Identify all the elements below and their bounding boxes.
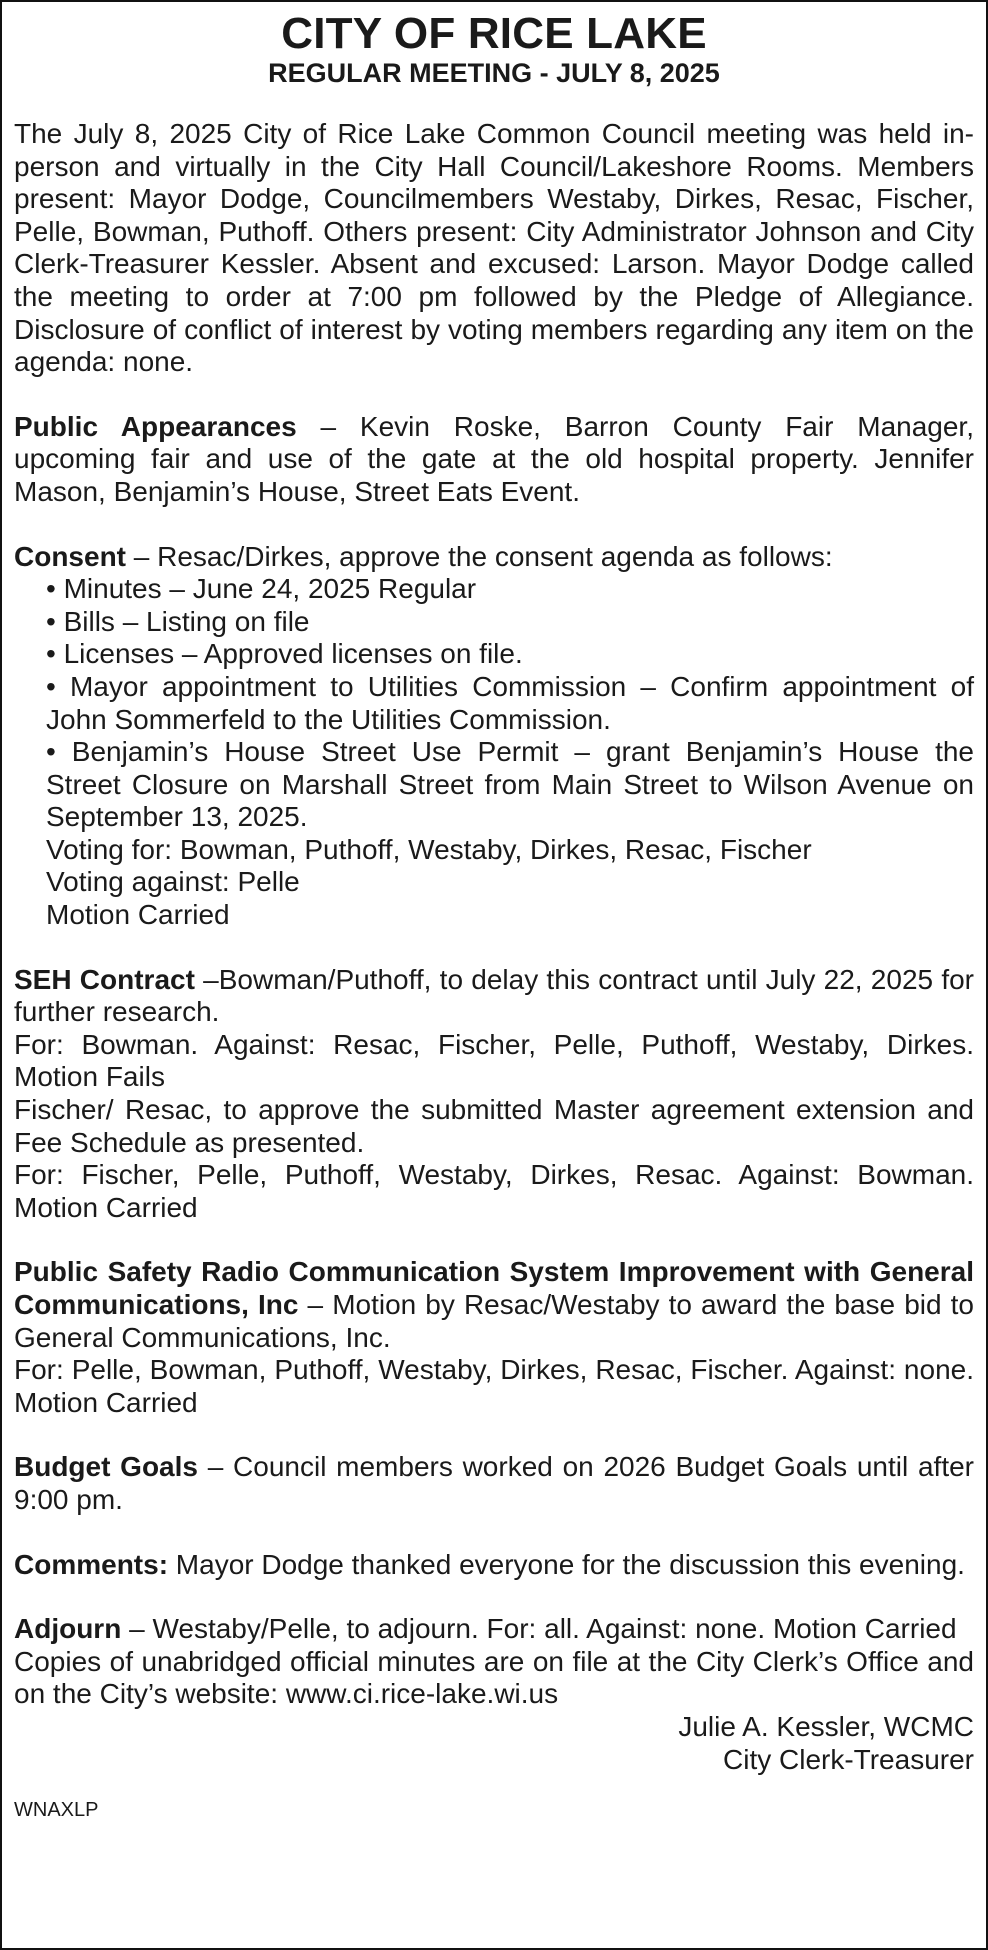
list-item: • Bills – Listing on file — [46, 605, 310, 637]
adjourn-section — [14, 1613, 974, 1646]
signature-name: Julie A. Kessler, WCMC — [678, 1710, 974, 1742]
signature-title: City Clerk-Treasurer — [723, 1743, 974, 1775]
section-heading: Public Safety Radio Communication System Improvement with General Communications, Inc — [14, 1256, 974, 1320]
section-text: Mayor Dodge thanked everyone for the discussion this evening. — [168, 1548, 965, 1580]
seh-vote-2: For: Fischer, Pelle, Puthoff, Westaby, Dirkes, Resac. Against: Bowman. Motion Carried — [14, 1159, 974, 1223]
section-heading: SEH Contract — [14, 963, 195, 995]
section-text: – Kevin Roske, Barron County Fair Manager, upcoming fair and use of the gate at the old hospital property. Jennifer Mason, Benjamin’s House, Street Eats Event. — [14, 410, 974, 507]
page-title: CITY OF RICE LAKE — [281, 9, 707, 58]
seh-motion-2: Fischer/ Resac, to approve the submitted Master agreement extension and Fee Schedule as presented. — [14, 1094, 974, 1158]
consent-section — [14, 541, 974, 574]
copies-notice: Copies of unabridged official minutes are on file at the City Clerk’s Office and on the City’s website: www.ci.rice-lake.wi.us — [14, 1645, 974, 1710]
section-heading: Public Appearances — [14, 410, 297, 442]
section-text: –Bowman/Puthoff, to delay this contract until July 22, 2025 for further research. — [14, 963, 975, 1028]
footer-code: WNAXLP — [14, 1799, 99, 1822]
consent-result: Motion Carried — [46, 899, 230, 931]
list-item: • Benjamin’s House Street Use Permit – grant Benjamin’s House the Street Closure on Marshall Street from Main Street to Wilson Avenue on September 13, 2025. — [46, 736, 974, 833]
seh-vote-1: For: Bowman. Against: Resac, Fischer, Pelle, Puthoff, Westaby, Dirkes. Motion Fails — [14, 1028, 974, 1093]
section-text: – Resac/Dirkes, approve the consent agenda as follows: — [126, 540, 833, 572]
section-text: – Westaby/Pelle, to adjourn. For: all. Against: none. Motion Carried — [121, 1613, 957, 1645]
consent-voting-against: Voting against: Pelle — [46, 866, 300, 898]
section-heading: Comments: — [14, 1548, 169, 1580]
public-appearances-section — [14, 411, 974, 509]
consent-voting-for: Voting for: Bowman, Puthoff, Westaby, Dirkes, Resac, Fischer — [46, 833, 812, 865]
budget-section — [14, 1451, 974, 1516]
list-item: • Mayor appointment to Utilities Commission – Confirm appointment of John Sommerfeld to the Utilities Commission. — [46, 670, 974, 735]
section-text: – Motion by Resac/Westaby to award the base bid to General Communications, Inc. — [14, 1289, 974, 1353]
comments-section — [14, 1549, 974, 1582]
radio-section — [14, 1256, 974, 1354]
section-text: – Council members worked on 2026 Budget Goals until after 9:00 pm. — [14, 1451, 974, 1515]
section-heading: Adjourn — [14, 1613, 122, 1645]
radio-vote: For: Pelle, Bowman, Puthoff, Westaby, Dirkes, Resac, Fischer. Against: none. Motion Carried — [14, 1354, 974, 1418]
section-heading: Budget Goals — [14, 1451, 198, 1483]
list-item: • Minutes – June 24, 2025 Regular — [46, 573, 477, 605]
list-item: • Licenses – Approved licenses on file. — [46, 638, 523, 670]
meeting-subtitle: REGULAR MEETING - JULY 8, 2025 — [268, 58, 720, 88]
intro-paragraph: The July 8, 2025 City of Rice Lake Common Council meeting was held in-person and virtually in the City Hall Council/Lakeshore Rooms. Members present: Mayor Dodge, Councilmembers Westaby, Dirkes, Resac, Fischer, Pelle, Bowman, Puthoff. Others present: City Administrator Johnson and City Clerk-Treasurer Kessler. Absent and excused: Larson. Mayor Dodge called the meeting to order at 7:00 pm followed by the Pledge of Allegiance. Disclosure of conflict of interest by voting members regarding any item on the agenda: none. — [14, 118, 974, 378]
seh-contract-section — [14, 964, 974, 1029]
section-heading: Consent — [14, 540, 126, 572]
